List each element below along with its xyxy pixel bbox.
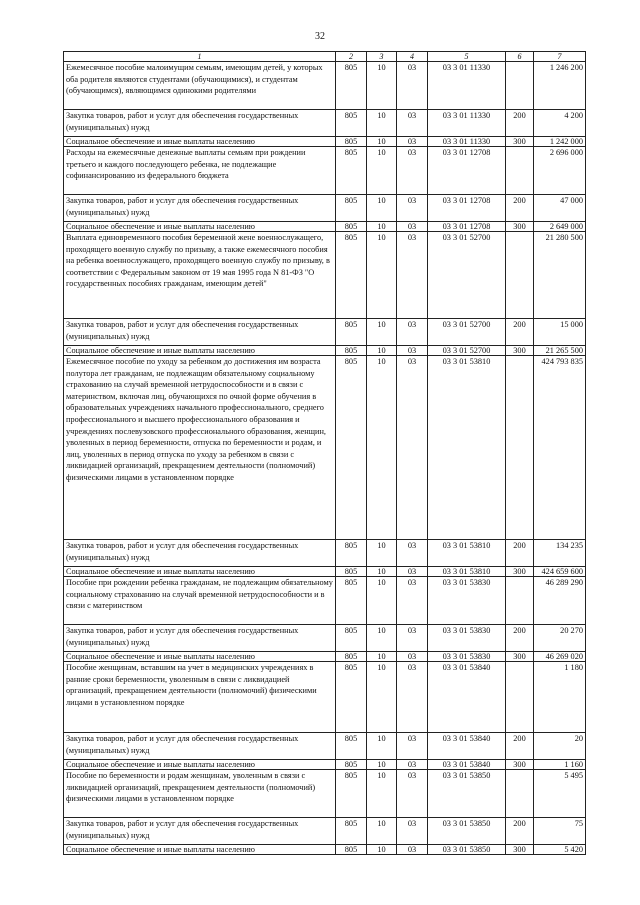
subsection-code-cell: 03 [397,232,428,319]
subsection-code-cell: 03 [397,625,428,652]
ministry-code-cell: 805 [336,110,367,137]
table-row [64,195,586,222]
target-article-cell: 03 3 01 52700 [428,232,506,319]
expense-type-cell [506,770,534,818]
ministry-code-cell: 805 [336,733,367,760]
target-article-cell: 03 3 01 53840 [428,733,506,760]
column-header: 5 [428,52,506,62]
column-header: 3 [367,52,397,62]
section-code-cell: 10 [367,62,397,110]
expense-type-cell: 200 [506,540,534,567]
amount-cell: 21 280 500 [534,232,586,319]
table-row [64,147,586,195]
row-name-cell: Пособие при рождении ребенка гражданам, не подлежащим обязательному социальному страхованию на случай временной нетрудоспособности и в связи с материнством [64,577,336,625]
expense-type-cell: 300 [506,845,534,855]
section-code-cell: 10 [367,818,397,845]
section-code-cell: 10 [367,137,397,147]
section-code-cell: 10 [367,845,397,855]
ministry-code-cell: 805 [336,540,367,567]
section-code-cell: 10 [367,662,397,733]
amount-cell: 1 242 000 [534,137,586,147]
expense-type-cell: 300 [506,346,534,356]
section-code-cell: 10 [367,346,397,356]
row-name-cell: Социальное обеспечение и иные выплаты населению [64,567,336,577]
section-code-cell: 10 [367,110,397,137]
amount-cell: 46 289 290 [534,577,586,625]
table-row [64,540,586,567]
row-name-cell: Социальное обеспечение и иные выплаты населению [64,845,336,855]
amount-cell: 4 200 [534,110,586,137]
subsection-code-cell: 03 [397,577,428,625]
section-code-cell: 10 [367,760,397,770]
table-row [64,110,586,137]
target-article-cell: 03 3 01 11330 [428,110,506,137]
subsection-code-cell: 03 [397,147,428,195]
expense-type-cell [506,62,534,110]
target-article-cell: 03 3 01 53810 [428,356,506,540]
ministry-code-cell: 805 [336,356,367,540]
row-name-cell: Закупка товаров, работ и услуг для обеспечения государственных (муниципальных) нужд [64,195,336,222]
subsection-code-cell: 03 [397,195,428,222]
target-article-cell: 03 3 01 11330 [428,62,506,110]
row-name-cell: Закупка товаров, работ и услуг для обеспечения государственных (муниципальных) нужд [64,540,336,567]
ministry-code-cell: 805 [336,845,367,855]
target-article-cell: 03 3 01 53830 [428,625,506,652]
expense-type-cell: 200 [506,733,534,760]
target-article-cell: 03 3 01 52700 [428,319,506,346]
table-header-row [64,52,586,62]
expense-type-cell: 200 [506,625,534,652]
row-name-cell: Пособие по беременности и родам женщинам, уволенным в связи с ликвидацией организаций, прекращением деятельности (полномочий) физическими лицами в установленном порядке [64,770,336,818]
table-row [64,62,586,110]
expense-type-cell: 200 [506,818,534,845]
subsection-code-cell: 03 [397,346,428,356]
table-row [64,222,586,232]
table-row [64,577,586,625]
amount-cell: 1 160 [534,760,586,770]
ministry-code-cell: 805 [336,625,367,652]
expense-type-cell [506,147,534,195]
row-name-cell: Закупка товаров, работ и услуг для обеспечения государственных (муниципальных) нужд [64,625,336,652]
target-article-cell: 03 3 01 11330 [428,137,506,147]
section-code-cell: 10 [367,147,397,195]
amount-cell: 47 000 [534,195,586,222]
section-code-cell: 10 [367,222,397,232]
ministry-code-cell: 805 [336,652,367,662]
ministry-code-cell: 805 [336,195,367,222]
target-article-cell: 03 3 01 53830 [428,577,506,625]
ministry-code-cell: 805 [336,346,367,356]
table-row [64,733,586,760]
ministry-code-cell: 805 [336,319,367,346]
ministry-code-cell: 805 [336,232,367,319]
ministry-code-cell: 805 [336,222,367,232]
row-name-cell: Закупка товаров, работ и услуг для обеспечения государственных (муниципальных) нужд [64,319,336,346]
subsection-code-cell: 03 [397,540,428,567]
row-name-cell: Социальное обеспечение и иные выплаты населению [64,137,336,147]
amount-cell: 1 180 [534,662,586,733]
row-name-cell: Закупка товаров, работ и услуг для обеспечения государственных (муниципальных) нужд [64,110,336,137]
table-row [64,356,586,540]
section-code-cell: 10 [367,652,397,662]
amount-cell: 2 696 000 [534,147,586,195]
subsection-code-cell: 03 [397,818,428,845]
target-article-cell: 03 3 01 53850 [428,818,506,845]
row-name-cell: Расходы на ежемесячные денежные выплаты семьям при рождении третьего и каждого последующего ребенка, не подлежащие софинансированию из федерального бюджета [64,147,336,195]
target-article-cell: 03 3 01 12708 [428,195,506,222]
subsection-code-cell: 03 [397,567,428,577]
target-article-cell: 03 3 01 12708 [428,147,506,195]
subsection-code-cell: 03 [397,652,428,662]
column-header: 6 [506,52,534,62]
budget-table [63,51,586,855]
amount-cell: 20 270 [534,625,586,652]
column-header: 7 [534,52,586,62]
column-header: 1 [64,52,336,62]
subsection-code-cell: 03 [397,319,428,346]
row-name-cell: Социальное обеспечение и иные выплаты населению [64,222,336,232]
target-article-cell: 03 3 01 53850 [428,845,506,855]
ministry-code-cell: 805 [336,137,367,147]
table-row [64,662,586,733]
row-name-cell: Социальное обеспечение и иные выплаты населению [64,760,336,770]
subsection-code-cell: 03 [397,733,428,760]
subsection-code-cell: 03 [397,662,428,733]
expense-type-cell [506,662,534,733]
section-code-cell: 10 [367,577,397,625]
target-article-cell: 03 3 01 53830 [428,652,506,662]
row-name-cell: Ежемесячное пособие малоимущим семьям, имеющим детей, у которых оба родителя являются студентами (обучающимися), и студентам (обучающимся), являющимся одинокими родителями [64,62,336,110]
subsection-code-cell: 03 [397,356,428,540]
table-row [64,346,586,356]
expense-type-cell: 200 [506,319,534,346]
table-row [64,567,586,577]
table-row [64,319,586,346]
target-article-cell: 03 3 01 12708 [428,222,506,232]
table-row [64,137,586,147]
subsection-code-cell: 03 [397,137,428,147]
subsection-code-cell: 03 [397,62,428,110]
ministry-code-cell: 805 [336,62,367,110]
section-code-cell: 10 [367,567,397,577]
ministry-code-cell: 805 [336,770,367,818]
ministry-code-cell: 805 [336,577,367,625]
row-name-cell: Социальное обеспечение и иные выплаты населению [64,346,336,356]
section-code-cell: 10 [367,195,397,222]
expense-type-cell: 200 [506,110,534,137]
expense-type-cell: 300 [506,137,534,147]
row-name-cell: Закупка товаров, работ и услуг для обеспечения государственных (муниципальных) нужд [64,818,336,845]
expense-type-cell: 300 [506,567,534,577]
table-row [64,652,586,662]
amount-cell: 5 495 [534,770,586,818]
subsection-code-cell: 03 [397,110,428,137]
table-row [64,232,586,319]
row-name-cell: Социальное обеспечение и иные выплаты населению [64,652,336,662]
expense-type-cell: 300 [506,652,534,662]
expense-type-cell: 300 [506,222,534,232]
amount-cell: 20 [534,733,586,760]
expense-type-cell: 300 [506,760,534,770]
amount-cell: 21 265 500 [534,346,586,356]
ministry-code-cell: 805 [336,567,367,577]
table-row [64,625,586,652]
row-name-cell: Пособие женщинам, вставшим на учет в медицинских учреждениях в ранние сроки беременности, уволенным в связи с ликвидацией организаций, прекращением деятельности (полномочий) физическими лицами в установленном порядке [64,662,336,733]
column-header: 4 [397,52,428,62]
amount-cell: 15 000 [534,319,586,346]
table-row [64,770,586,818]
row-name-cell: Ежемесячное пособие по уходу за ребенком до достижения им возраста полутора лет гражданам, не подлежащим обязательному социальному страхованию на случай временной нетрудоспособности и в связи с материнством, включая лиц, обучающихся по очной форме обучения в образовательных учреждениях начального профессионального, среднего профессионального и высшего профессионального образования и учреждениях послевузовского профессионального образования, женщин, уволенных в период беременности, отпуска по беременности и родам, и лиц, уволенных в период отпуска по уходу за ребенком в связи с ликвидацией организаций, прекращением деятельности (полномочий) физическими лицами в установленном порядке [64,356,336,540]
table-row [64,845,586,855]
section-code-cell: 10 [367,319,397,346]
section-code-cell: 10 [367,625,397,652]
subsection-code-cell: 03 [397,770,428,818]
table-row [64,818,586,845]
amount-cell: 134 235 [534,540,586,567]
amount-cell: 424 659 600 [534,567,586,577]
expense-type-cell [506,356,534,540]
section-code-cell: 10 [367,770,397,818]
amount-cell: 75 [534,818,586,845]
amount-cell: 46 269 020 [534,652,586,662]
amount-cell: 424 793 835 [534,356,586,540]
amount-cell: 2 649 000 [534,222,586,232]
ministry-code-cell: 805 [336,147,367,195]
expense-type-cell: 200 [506,195,534,222]
subsection-code-cell: 03 [397,222,428,232]
target-article-cell: 03 3 01 53850 [428,770,506,818]
ministry-code-cell: 805 [336,818,367,845]
amount-cell: 5 420 [534,845,586,855]
section-code-cell: 10 [367,540,397,567]
table-row [64,760,586,770]
expense-type-cell [506,232,534,319]
target-article-cell: 03 3 01 53810 [428,540,506,567]
subsection-code-cell: 03 [397,760,428,770]
section-code-cell: 10 [367,356,397,540]
target-article-cell: 03 3 01 52700 [428,346,506,356]
ministry-code-cell: 805 [336,662,367,733]
ministry-code-cell: 805 [336,760,367,770]
target-article-cell: 03 3 01 53840 [428,662,506,733]
expense-type-cell [506,577,534,625]
target-article-cell: 03 3 01 53810 [428,567,506,577]
subsection-code-cell: 03 [397,845,428,855]
row-name-cell: Выплата единовременного пособия беременной жене военнослужащего, проходящего военную службу по призыву, а также ежемесячного пособия на ребенка военнослужащего, проходящего военную службу по призыву, в соответствии с Федеральным законом от 19 мая 1995 года N 81-ФЗ "О государственных пособиях гражданам, имеющим детей" [64,232,336,319]
row-name-cell: Закупка товаров, работ и услуг для обеспечения государственных (муниципальных) нужд [64,733,336,760]
page-number: 32 [315,31,325,42]
target-article-cell: 03 3 01 53840 [428,760,506,770]
section-code-cell: 10 [367,733,397,760]
section-code-cell: 10 [367,232,397,319]
column-header: 2 [336,52,367,62]
amount-cell: 1 246 200 [534,62,586,110]
